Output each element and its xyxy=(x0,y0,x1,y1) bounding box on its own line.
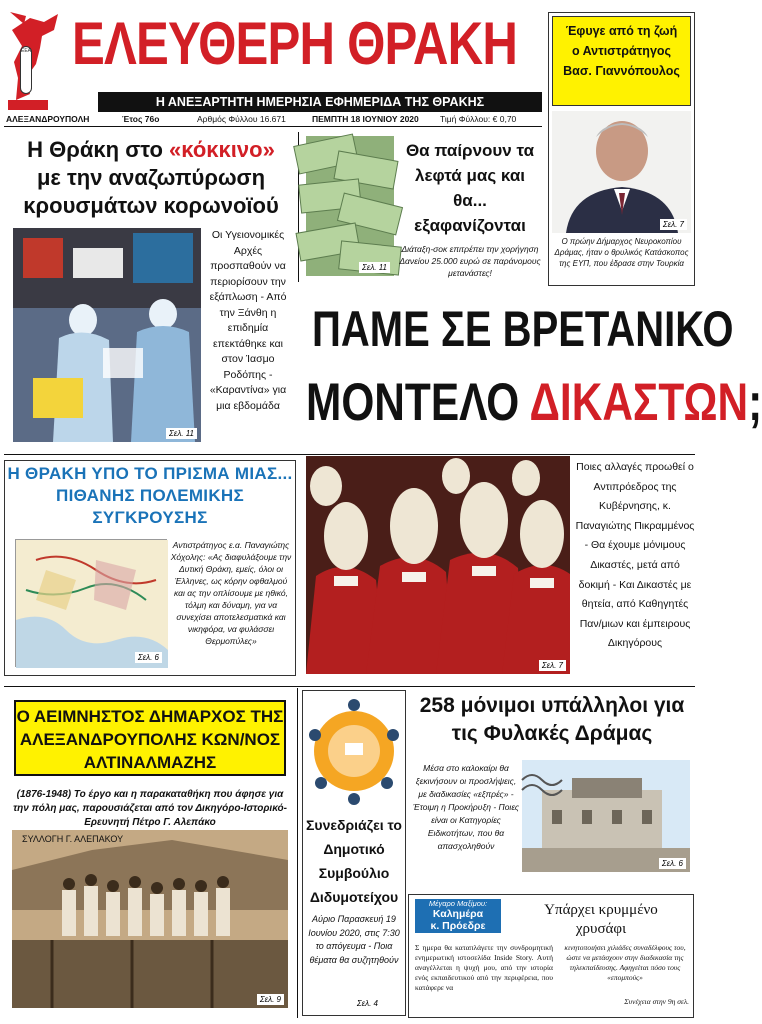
mayor-headline: Ο ΑΕΙΜΝΗΣΤΟΣ ΔΗΜΑΡΧΟΣ ΤΗΣ ΑΛΕΞΑΝΔΡΟΥΠΟΛΗΣ ΚΩΝ/ΝΟΣ ΑΛΤΙΝΑΛΜΑΖΗΣ xyxy=(14,700,286,776)
money-text: Διάταξη-σοκ επιτρέπει την χορήγηση Δανείου 25.000 ευρώ σε παράνομους μετανάστες! xyxy=(399,244,541,278)
column-box xyxy=(408,894,694,1018)
eea-badge: ΕΕΑ xyxy=(20,46,32,94)
council-page-ref: Σελ. 4 xyxy=(354,998,381,1009)
judges-photo xyxy=(306,456,570,674)
war-headline: Η ΘΡΑΚΗ ΥΠΟ ΤΟ ΠΡΙΣΜΑ ΜΙΑΣ... ΠΙΘΑΝΗΣ ΠΟΛΕΜΙΚΗΣ ΣΥΓΚΡΟΥΣΗΣ xyxy=(7,464,293,527)
obituary-page-ref: Σελ. 7 xyxy=(660,219,687,230)
war-page-ref: Σελ. 6 xyxy=(135,652,162,663)
divider-horizontal-low xyxy=(4,686,695,687)
obituary-box xyxy=(548,12,695,286)
mayor-photo-label: ΣΥΛΛΟΓΗ Γ. ΑΛΕΠΑΚΟΥ xyxy=(22,834,124,844)
column-headline-line1: Υπάρχει κρυμμένο xyxy=(544,902,658,918)
council-headline: Συνεδριάζει το Δημοτικό Συμβούλιο Διδυμοτείχου xyxy=(306,817,402,905)
issue-number: Αρθμός Φύλλου 16.671 xyxy=(197,114,286,124)
mayor-text: (1876-1948) Το έργο και η παρακαταθήκη που άφησε για την πόλη μας, παρουσιάζεται από τον Δικηγόρο-Ιστορικό-Ερευνητή Πέτρο Γ. Αλεπάκο xyxy=(13,789,287,828)
war-box xyxy=(4,460,296,676)
issue-info-bar xyxy=(0,114,548,126)
prison-photo xyxy=(522,760,690,872)
war-map xyxy=(15,539,167,667)
covid-text: Οι Υγειονομικές Αρχές προσπαθούν να περιορίσουν την εξάπλωση - Από την Ξάνθη η επιδημία επεκτάθηκε και στον Ίασμο Ροδόπης - «Καραντίνα» για μια εβδομάδα xyxy=(209,229,287,412)
column-label: Μέγαρο Μαξίμου: xyxy=(428,899,488,908)
covid-photo xyxy=(13,228,201,442)
city: ΑΛΕΞΑΝΔΡΟΥΠΟΛΗ xyxy=(6,114,90,124)
covid-headline-red: «κόκκινο» xyxy=(169,137,275,162)
main-page-ref: Σελ. 7 xyxy=(539,660,566,671)
obituary-title-line2: ο Αντιστράτηγος xyxy=(571,44,672,58)
masthead-divider xyxy=(4,126,542,127)
main-text: Ποιες αλλαγές προωθεί ο Αντιπρόεδρος της Κυβέρνησης, κ. Παναγιώτης Πικραμμένος - Θα έχουμε μόνιμους Δικαστές, μετά από δοκιμή - Και Δικαστές με θητεία, από Καθηγητές Παν/μιων και έμπειρους Δικηγόρους xyxy=(575,461,695,650)
prison-page-ref: Σελ. 6 xyxy=(659,858,686,869)
column-title-line2: κ. Πρόεδρε xyxy=(430,920,486,932)
divider-horizontal-mid xyxy=(4,454,695,455)
column-label-box xyxy=(415,899,501,933)
money-headline: Θα παίρνουν τα λεφτά μας και θα... εξαφανίζονται xyxy=(405,141,535,235)
prison-text: Μέσα στο καλοκαίρι θα ξεκινήσουν οι προσλήψεις, με διαδικασίες «εξπρές» - Έτοιμη η Προκήρυξη - Ποιες είναι οι Κατηγορίες Ειδικοτήτων, που θα απασχοληθούν xyxy=(413,763,519,851)
column-title-line1: Καλημέρα xyxy=(432,908,484,920)
war-text: Αντιστράτηγος ε.α. Παναγιώτης Χόχολης: «Ας διαφυλάξουμε την Δυτική Θράκη, εμείς, όλοι οι Έλληνες, ως κόρην οφθαλμού και ας την οπλίσουμε με ηθικό, τόλμη και δύναμη, για να συνεχίσει αποτελεσματικά και νικηφόρα, να φυλάσσει Θερμοπύλες» xyxy=(170,540,292,646)
obituary-caption: Ο πρώην Δήμαρχος Νευροκοπίου Δράμας, ήταν ο θρυλικός Κατάσκοπος της ΕΥΠ, που έδρασε στην Τουρκία xyxy=(554,237,689,268)
issue-price: Τιμή Φύλλου: € 0,70 xyxy=(440,114,517,124)
main-headline-line2 xyxy=(306,364,762,442)
covid-headline-pre: Η Θράκη στο xyxy=(27,137,170,162)
council-box xyxy=(302,690,406,1016)
prison-headline: 258 μόνιμοι υπάλληλοι για τις Φυλακές Δράμας xyxy=(419,694,685,745)
money-page-ref: Σελ. 11 xyxy=(359,262,390,273)
obituary-title-line1: Έφυγε από τη ζωή xyxy=(565,24,678,38)
newspaper-title: ΕΛΕΥΘΕΡΗ ΘΡΑΚΗ xyxy=(72,10,518,77)
covid-headline xyxy=(6,136,296,220)
nike-statue-logo xyxy=(4,8,66,112)
main-headline-line2-red: ΔΙΚΑΣΤΩΝ xyxy=(529,373,749,432)
main-headline xyxy=(298,290,762,460)
main-headline-line2-pre: ΜΟΝΤΕΛΟ xyxy=(306,373,530,432)
council-illustration xyxy=(307,695,401,807)
column-headline-line2: χρυσάφι xyxy=(575,921,627,937)
column-right-text: κινητοποιήσει χιλιάδες συναδέλφους του, ώστε να μετάσχουν στην διαδικασία της τηλεκπαίδευσης. Αφηγείται πόσο τους «επομπούς» xyxy=(564,943,686,982)
covid-page-ref: Σελ. 11 xyxy=(166,428,197,439)
mayor-photo xyxy=(12,830,288,1008)
council-text: Αύριο Παρασκευή 19 Ιουνίου 2020, στις 7:30 το απόγευμα - Ποια θέματα θα συζητηθούν xyxy=(308,914,400,965)
money-photo xyxy=(306,136,394,276)
main-headline-line2-post: ; xyxy=(748,373,762,432)
column-headline xyxy=(509,901,693,939)
obituary-title-box xyxy=(552,16,691,106)
year: Έτος 76ο xyxy=(122,114,160,124)
column-continued: Συνέχεια στην 9η σελ. xyxy=(624,997,689,1006)
mayor-page-ref: Σελ. 9 xyxy=(257,994,284,1005)
main-headline-line1: ΠΑΜΕ ΣΕ ΒΡΕΤΑΝΙΚΟ xyxy=(312,301,734,357)
column-left-text: Σ ημερα θα καταπλάγετε την συνδρομητική ενημερωτική ιστοσελίδα Inside Story. Αυτή αναγέλλεται η ψυχή μου, από την ιστορία ενός εκπαιδευτικού από την περιφέρεια, που κατάφερε να xyxy=(415,943,553,992)
issue-date: ΠΕΜΠΤΗ 18 ΙΟΥΝΙΟΥ 2020 xyxy=(312,114,419,124)
divider-vertical-bottom xyxy=(297,688,298,1018)
obituary-photo xyxy=(552,111,691,233)
covid-headline-rest: με την αναζωπύρωση κρουσμάτων κορωνοϊού xyxy=(23,165,279,218)
newspaper-subtitle: Η ΑΝΕΞΑΡΤΗΤΗ ΗΜΕΡΗΣΙΑ ΕΦΗΜΕΡΙΔΑ ΤΗΣ ΘΡΑΚΗΣ xyxy=(98,92,542,112)
obituary-title-line3: Βασ. Γιαννόπουλος xyxy=(563,64,680,78)
